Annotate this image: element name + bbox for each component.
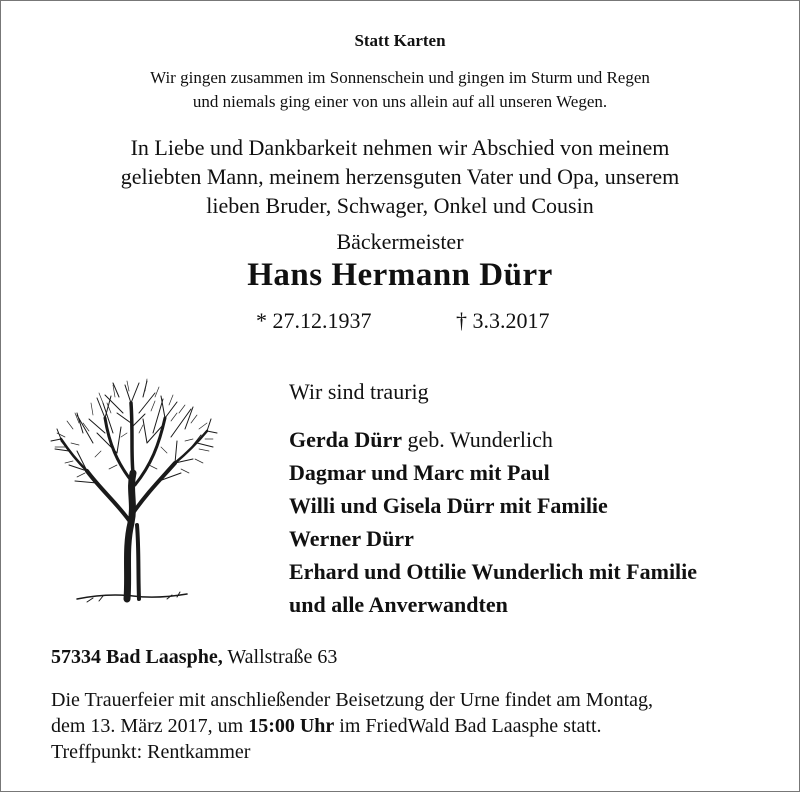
intro-line: In Liebe und Dankbarkeit nehmen wir Abschied von meinem <box>130 135 670 160</box>
verse-line: Wir gingen zusammen im Sonnenschein und gingen im Sturm und Regen <box>150 68 650 87</box>
intro-text <box>1 133 799 220</box>
mourners-list <box>289 423 697 621</box>
ceremony-date: dem 13. März 2017, um <box>51 715 249 737</box>
mourner-birth-name: geb. Wunderlich <box>402 427 553 452</box>
mourner-line: Dagmar und Marc mit Paul <box>289 460 550 485</box>
address-city: 57334 Bad Laasphe, <box>51 646 223 668</box>
ceremony-line: Die Trauerfeier mit anschließender Beisetzung der Urne findet am Montag, <box>51 689 654 711</box>
deceased-title: Bäckermeister <box>336 229 464 254</box>
deceased-name: Hans Hermann Dürr <box>247 257 553 293</box>
tree-icon <box>47 373 219 609</box>
verse-line: und niemals ging einer von uns allein auf all unseren Wegen. <box>192 92 608 111</box>
address <box>51 646 337 669</box>
address-street: Wallstraße 63 <box>222 646 338 668</box>
verse <box>1 66 799 114</box>
mourner-name: Gerda Dürr <box>289 427 403 452</box>
mourner-line: und alle Anverwandten <box>289 592 508 617</box>
intro-line: lieben Bruder, Schwager, Onkel und Cousin <box>206 193 594 218</box>
statt-karten-heading: Statt Karten <box>354 31 446 50</box>
intro-line: geliebten Mann, meinem herzensguten Vater und Opa, unserem <box>120 164 680 189</box>
mourners-intro: Wir sind traurig <box>289 379 429 404</box>
ceremony-time: 15:00 Uhr <box>248 715 335 737</box>
mourner-line <box>289 423 697 456</box>
meeting-point: Treffpunkt: Rentkammer <box>51 741 251 763</box>
mourner-line: Erhard und Ottilie Wunderlich mit Familie <box>289 559 698 584</box>
ceremony-location: im FriedWald Bad Laasphe statt. <box>334 715 602 737</box>
death-date: † 3.3.2017 <box>456 308 550 333</box>
ceremony-info <box>51 687 653 765</box>
ceremony-line <box>51 713 653 739</box>
mourner-line: Willi und Gisela Dürr mit Familie <box>289 493 608 518</box>
mourner-line: Werner Dürr <box>289 526 414 551</box>
birth-date: * 27.12.1937 <box>256 308 372 333</box>
